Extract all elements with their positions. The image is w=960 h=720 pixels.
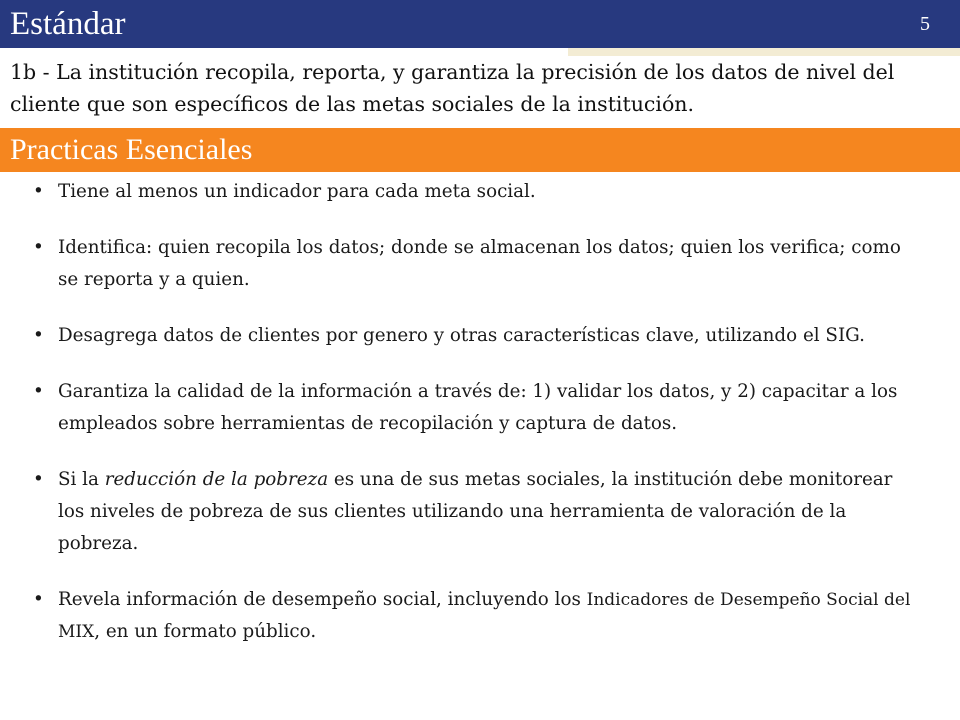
bullet-text xyxy=(58,589,910,642)
title-bar xyxy=(0,0,960,48)
bullet-icon: • xyxy=(33,469,44,490)
slide-number: 5 xyxy=(920,13,930,35)
bullet-text: Tiene al menos un indicador para cada meta social. xyxy=(58,181,536,202)
bullet-text: Desagrega datos de clientes por genero y otras características clave, utilizando el SIG. xyxy=(58,325,865,346)
bullet-icon: • xyxy=(33,381,44,402)
practices-list xyxy=(0,176,920,672)
emphasis-text: reducción de la pobreza xyxy=(104,469,329,490)
bullet-icon: • xyxy=(33,181,44,202)
bullet-icon: • xyxy=(33,237,44,258)
bullet-text-start: Si la xyxy=(58,469,105,490)
mix-indicators-text: Indicadores de Desempeño Social del MIX xyxy=(58,590,911,642)
bullet-icon: • xyxy=(33,589,44,610)
bullet-text-start: Revela información de desempeño social, incluyendo los xyxy=(58,589,587,610)
list-item xyxy=(0,232,920,296)
slide-title: Estándar xyxy=(10,6,126,42)
standard-statement: 1b - La institución recopila, reporta, y garantiza la precisión de los datos de nivel del cliente que son específicos de las metas sociales de la institución. xyxy=(10,60,895,116)
bullet-text-end: es una de sus metas sociales, la institución debe monitorear los niveles de pobreza de sus clientes utilizando una herramienta de valoración de la pobreza. xyxy=(58,469,893,554)
bullet-text: Identifica: quien recopila los datos; donde se almacenan los datos; quien los verifica; como se reporta y a quien. xyxy=(58,237,901,290)
section-title: Practicas Esenciales xyxy=(10,133,253,166)
list-item xyxy=(0,464,920,560)
list-item xyxy=(0,320,920,352)
bullet-text: Garantiza la calidad de la información a través de: 1) validar los datos, y 2) capacitar a los empleados sobre herramientas de recopilación y captura de datos. xyxy=(58,381,898,434)
list-item xyxy=(0,176,920,208)
bullet-text-end: , en un formato público. xyxy=(94,621,317,642)
list-item xyxy=(0,584,920,648)
bullet-text xyxy=(58,469,892,554)
bullet-icon: • xyxy=(33,325,44,346)
accent-bar xyxy=(568,48,960,56)
list-item xyxy=(0,376,920,440)
section-bar xyxy=(0,128,960,172)
